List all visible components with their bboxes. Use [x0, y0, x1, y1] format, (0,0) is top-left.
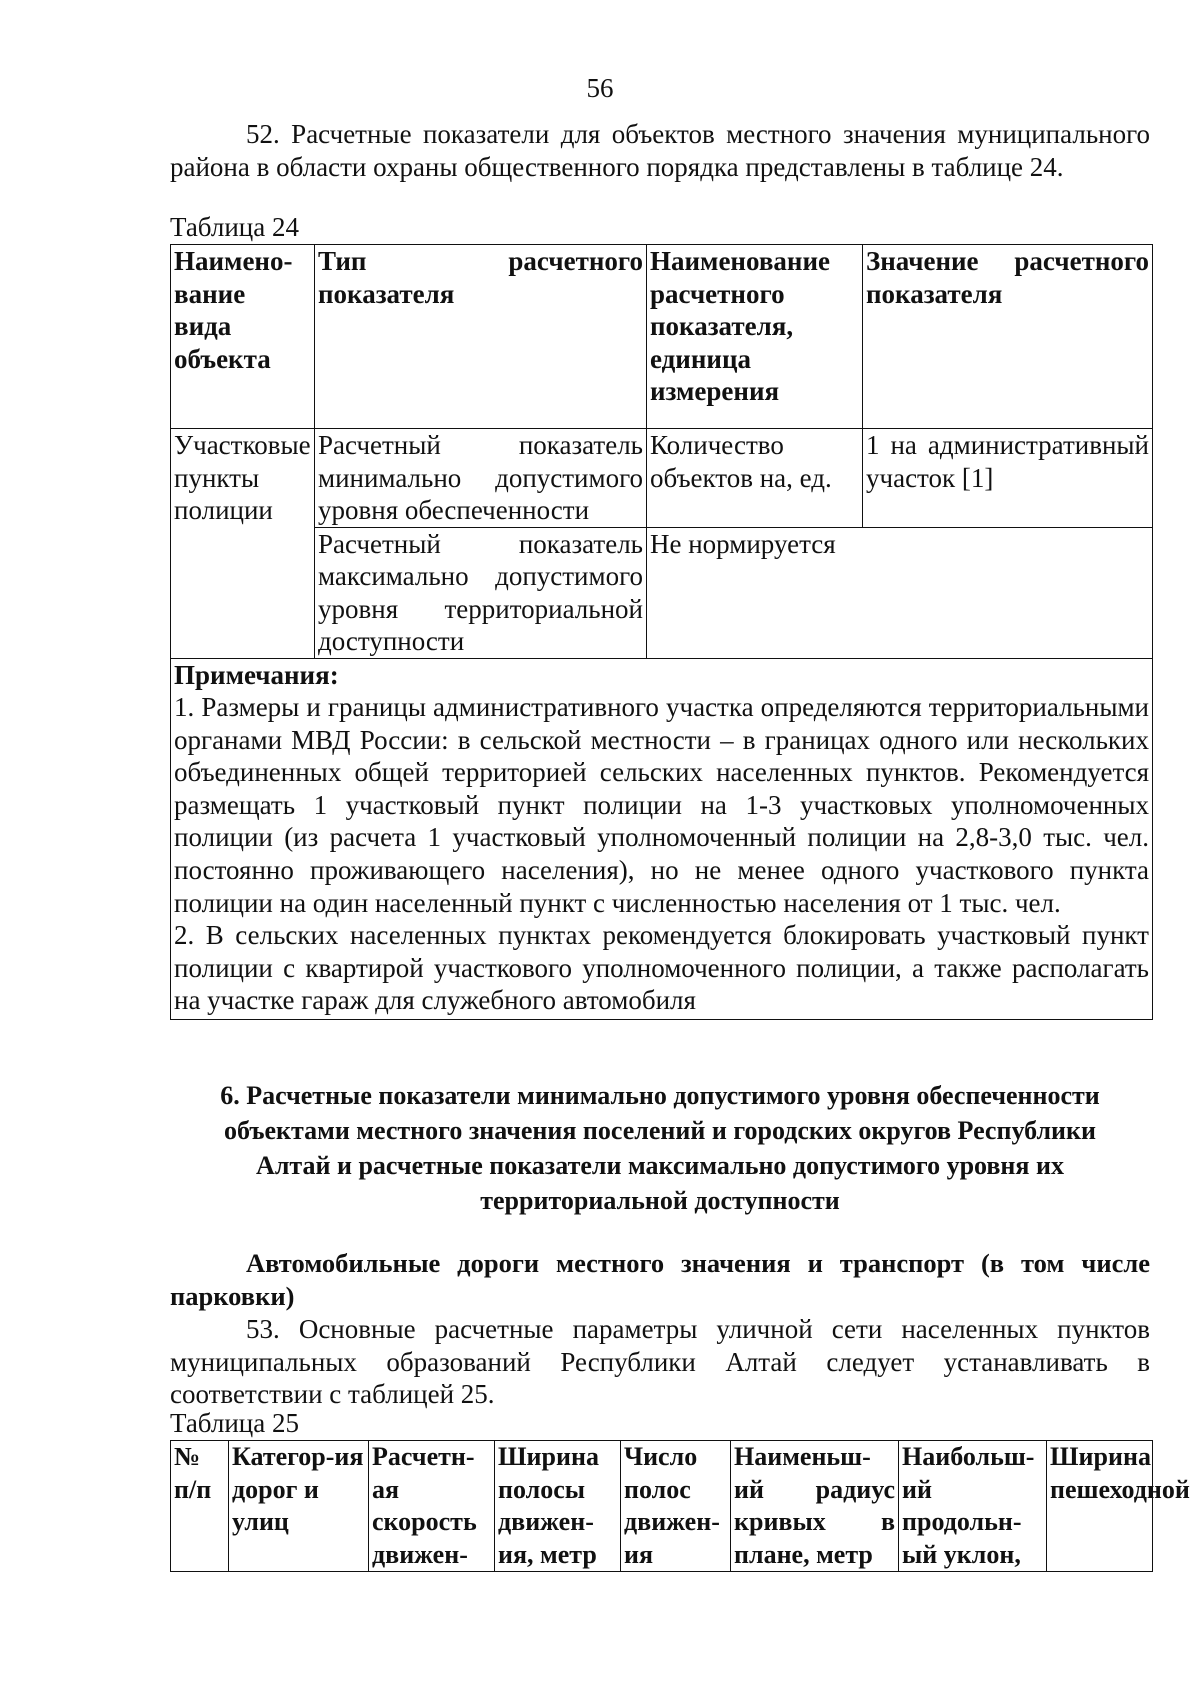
- note-2: 2. В сельских населенных пунктах рекомендуется блокировать участковый пункт полиции с квартирой участкового уполномоченного полиции, а также располагать на участке гараж для служебного автомобиля: [174, 920, 1149, 1016]
- t25-header-lane-count: Число полос движен-ия: [621, 1441, 731, 1572]
- section-6-heading: 6. Расчетные показатели минимально допустимого уровня обеспеченности объектами местного значения поселений и городских округов Республики Алтай и расчетные показатели максимально допустимого уровня их территориальной доступности: [220, 1081, 1100, 1215]
- table-24-header-row: [171, 245, 1153, 429]
- section-6-subheading: Автомобильные дороги местного значения и транспорт (в том числе парковки): [170, 1248, 1150, 1311]
- row1-type: Расчетный показатель минимально допустимого уровня обеспеченности: [315, 429, 647, 528]
- row2-type: Расчетный показатель максимально допустимого уровня территориальной доступности: [315, 527, 647, 658]
- table-25: [170, 1440, 1190, 1572]
- table-row: [171, 527, 1153, 658]
- note-1: 1. Размеры и границы административного участка определяются территориальными органами МВД России: в сельской местности – в границах одного или нескольких объединенных общей территорией сельских населенных пунктов. Рекомендуется размещать 1 участковый пункт полиции на 1-3 участковых уполномоченных полиции (из расчета 1 участковый уполномоченный полиции на 2,8-3,0 тыс. чел. постоянно проживающего населения), но не менее одного участкового пункта полиции на один населенный пункт с численностью населения от 1 тыс. чел.: [174, 692, 1149, 918]
- row2-name: Не нормируется: [647, 527, 1153, 658]
- header-indicator-type: Тип расчетного показателя: [315, 245, 647, 429]
- table-row: [171, 429, 1153, 528]
- t25-header-speed: Расчетн-ая скорость движен-: [369, 1441, 495, 1572]
- header-object-name: Наимено-вание вида объекта: [171, 245, 315, 429]
- header-indicator-name: Наименование расчетного показателя, единица измерения: [647, 245, 863, 429]
- t25-header-min-radius: Наименьш-ий радиус кривых в плане, метр: [731, 1441, 899, 1572]
- paragraph-53: 53. Основные расчетные параметры уличной сети населенных пунктов муниципальных образований Республики Алтай следует устанавливать в соответствии с таблицей 25.: [170, 1314, 1150, 1409]
- table-24-notes-row: [171, 658, 1153, 1019]
- object-cell: Участковые пункты полиции: [171, 429, 315, 659]
- table-24-caption: Таблица 24: [170, 212, 299, 242]
- t25-header-category: Категор-ия дорог и улиц: [229, 1441, 369, 1572]
- paragraph-52: 52. Расчетные показатели для объектов местного значения муниципального района в области охраны общественного порядка представлены в таблице 24.: [170, 119, 1150, 182]
- header-indicator-value: Значение расчетного показателя: [863, 245, 1153, 429]
- t25-header-lane-width: Ширина полосы движен-ия, метр: [495, 1441, 621, 1572]
- t25-header-walkway-width: Ширина пешеходной: [1047, 1441, 1153, 1572]
- row1-value: 1 на административный участок [1]: [863, 429, 1153, 528]
- table-25-caption: Таблица 25: [170, 1408, 299, 1438]
- table-25-header-row: [171, 1441, 1153, 1572]
- t25-header-number: № п/п: [171, 1441, 229, 1572]
- row1-name: Количество объектов на, ед.: [647, 429, 863, 528]
- t25-header-max-slope: Наибольш-ий продольн-ый уклон,: [899, 1441, 1047, 1572]
- table-24: [170, 244, 1153, 1020]
- page-number: 56: [586, 73, 614, 103]
- notes-title: Примечания:: [174, 659, 339, 690]
- notes-cell: [171, 658, 1153, 1019]
